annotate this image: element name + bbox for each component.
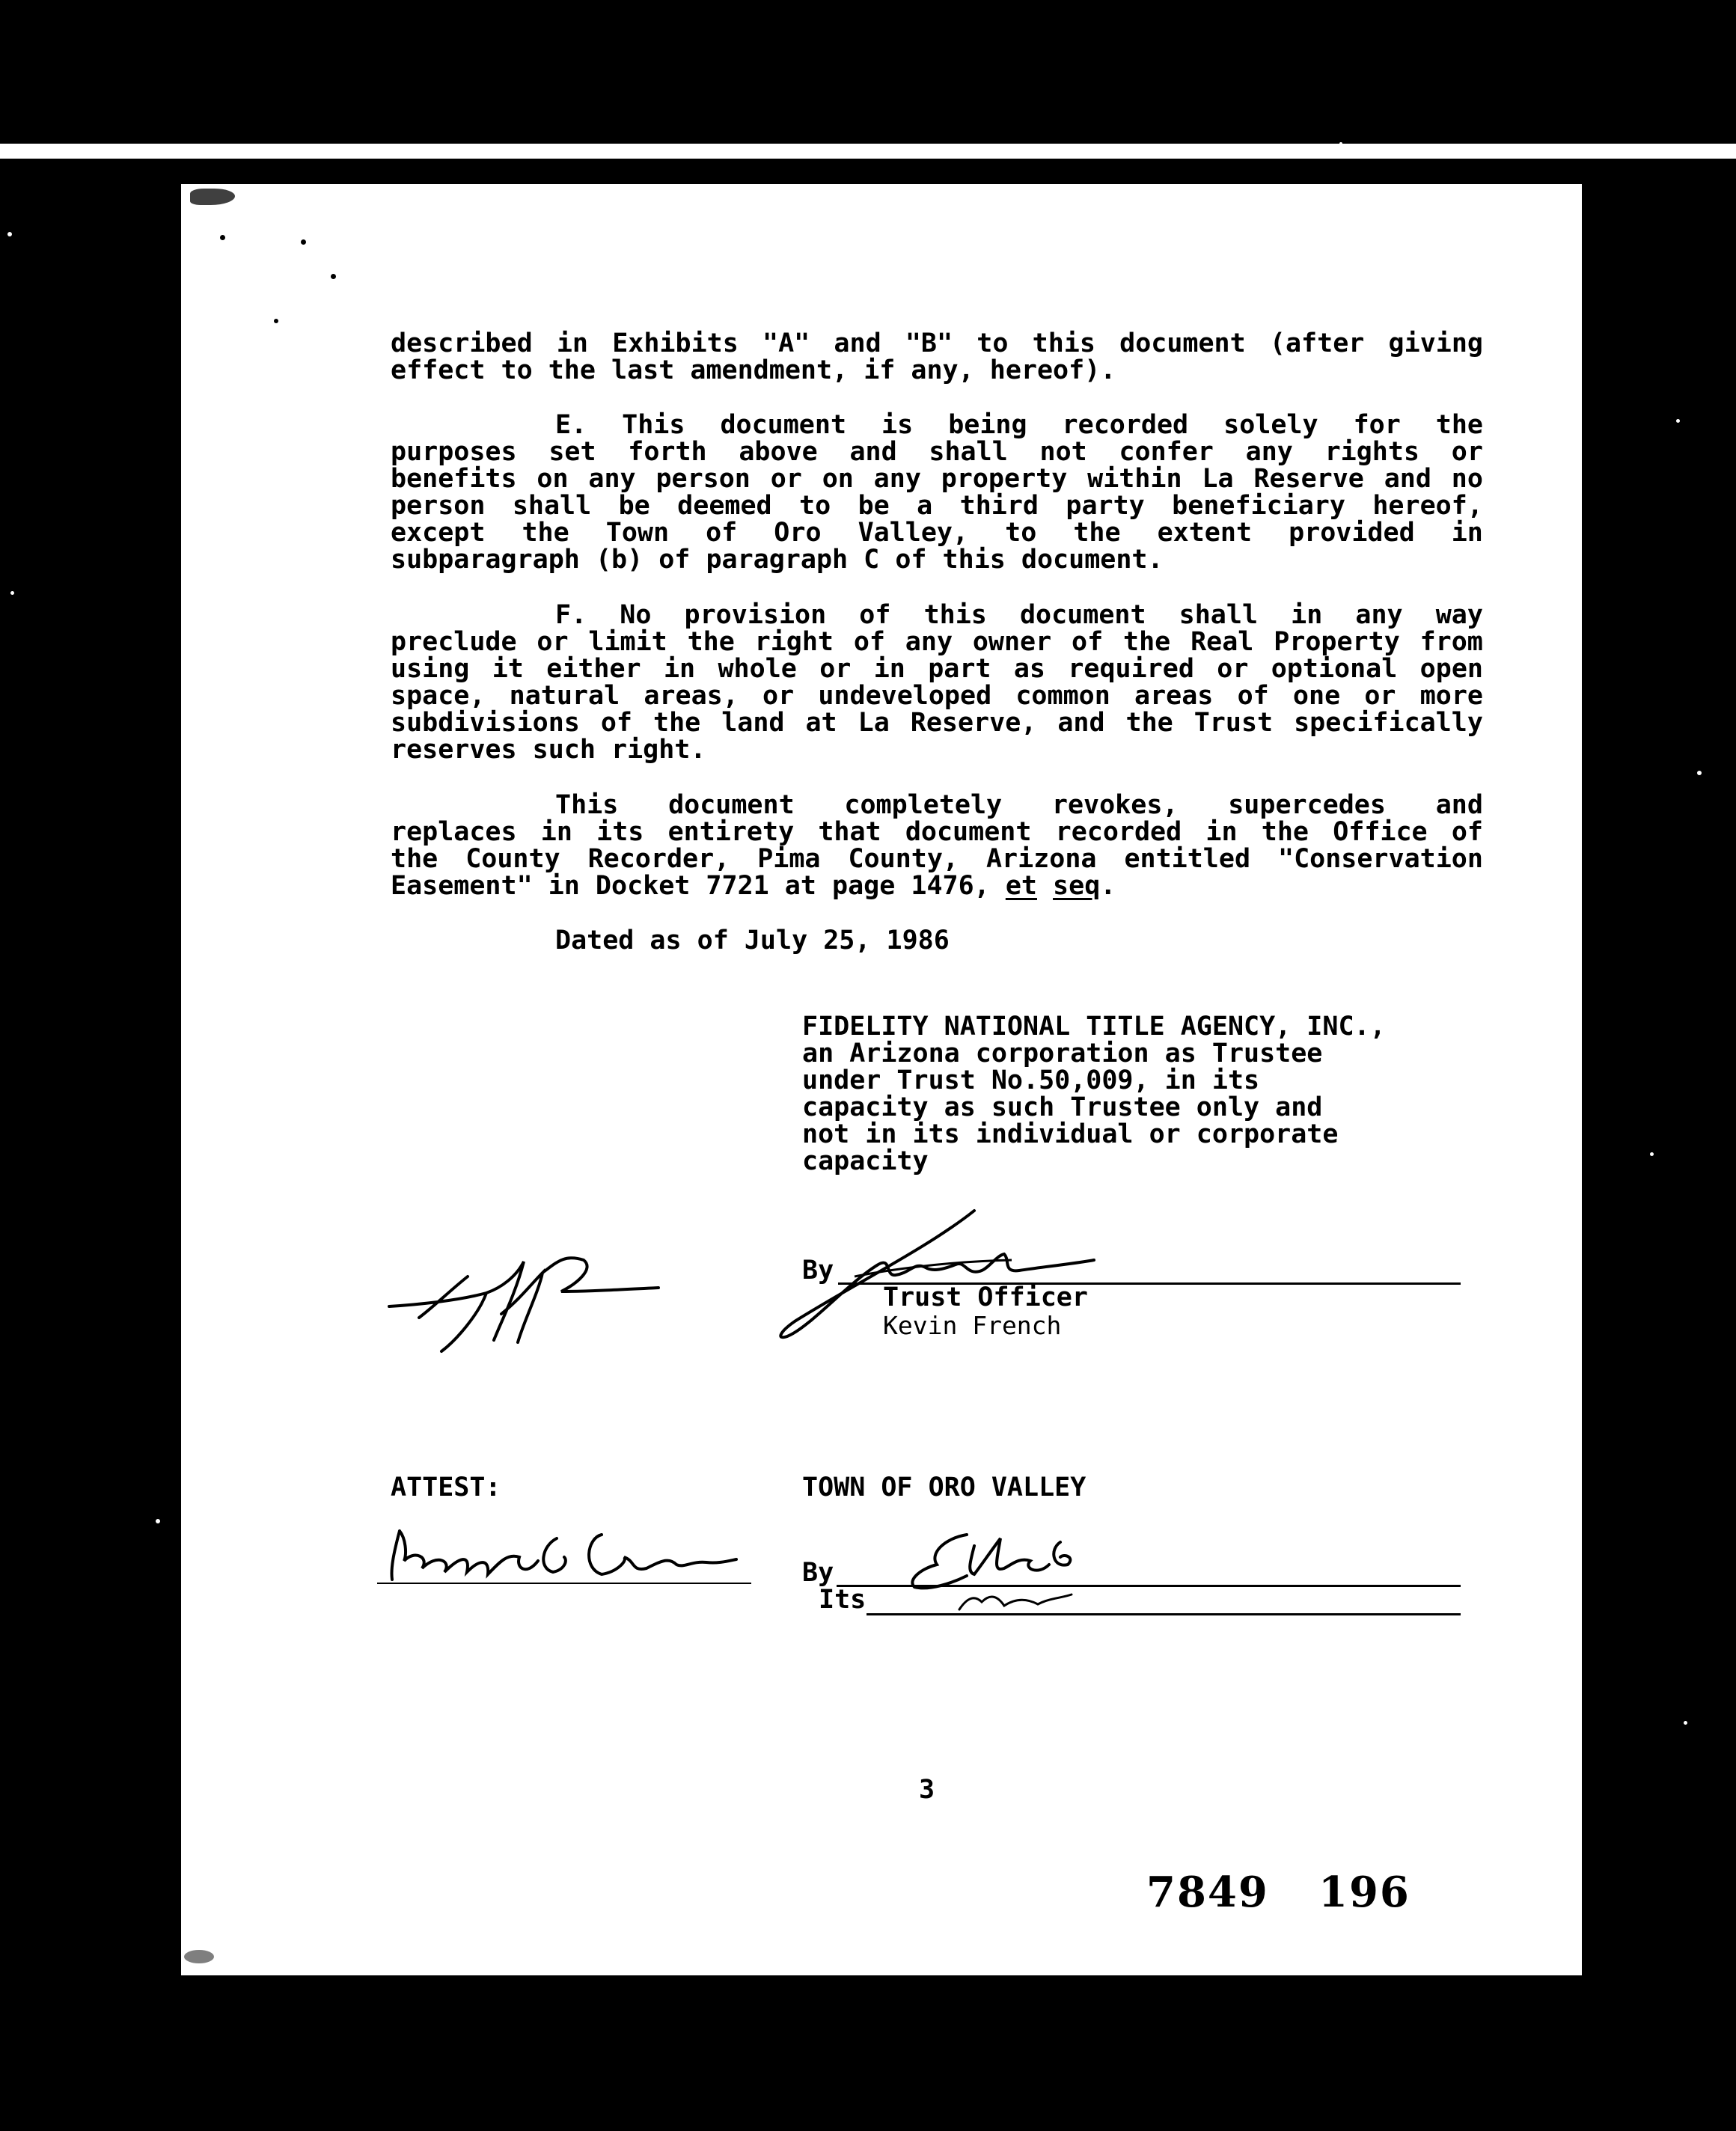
word: such <box>532 735 612 765</box>
word: any <box>873 464 921 494</box>
word: solely <box>1223 410 1318 440</box>
word: any <box>1355 600 1403 630</box>
word: described <box>391 328 533 358</box>
word: any <box>1245 437 1293 467</box>
page-number: 3 <box>919 1775 935 1805</box>
word: way <box>1435 600 1483 630</box>
trust-officer-signature <box>765 1202 1094 1344</box>
word: shall <box>512 491 592 521</box>
word: Office <box>1333 817 1428 847</box>
word: this <box>1032 328 1095 358</box>
word: last <box>611 355 691 385</box>
scan-speck <box>1339 142 1342 145</box>
word: County <box>465 844 560 874</box>
word: provision <box>684 600 827 630</box>
word: recorded <box>1062 410 1189 440</box>
word: Oro <box>774 518 822 548</box>
word: E. <box>555 410 587 440</box>
scan-speck <box>331 274 336 279</box>
word: purposes <box>391 437 517 467</box>
word: on <box>822 464 854 494</box>
trustee-line: FIDELITY NATIONAL TITLE AGENCY, INC., <box>802 1012 1386 1042</box>
scan-speck <box>1684 1721 1687 1725</box>
word: forth <box>628 437 707 467</box>
word: giving <box>1388 328 1483 358</box>
text-line <box>555 412 1483 438</box>
word: Trust <box>1194 708 1274 738</box>
word: This <box>555 790 619 820</box>
word: of <box>895 545 943 575</box>
town-its-label: Its <box>819 1585 867 1615</box>
word: revokes, <box>1051 790 1179 820</box>
word: specifically <box>1294 708 1483 738</box>
word: beneficiary <box>1172 491 1345 521</box>
word: "B" <box>905 328 953 358</box>
word: shall <box>1179 600 1259 630</box>
scan-speck <box>301 239 306 245</box>
word: at <box>805 708 837 738</box>
text-line <box>391 330 1483 357</box>
word: preclude <box>391 627 517 657</box>
word: Property <box>1274 627 1400 657</box>
word: whole <box>718 654 797 684</box>
word: This <box>622 410 685 440</box>
word: or <box>537 627 569 657</box>
text-line <box>391 819 1483 846</box>
word: in <box>540 817 572 847</box>
docket-page: 196 <box>1318 1868 1410 1917</box>
document-page <box>181 184 1582 1975</box>
word: no <box>1451 464 1483 494</box>
word: a <box>917 491 933 521</box>
text-line <box>391 519 1483 546</box>
text-line <box>391 465 1483 492</box>
word: amendment, <box>690 355 864 385</box>
word: Recorder, <box>587 844 730 874</box>
word: County, <box>848 844 959 874</box>
trust-officer-title: Trust Officer <box>883 1282 1088 1312</box>
word: owner <box>972 627 1052 657</box>
word: if <box>864 355 911 385</box>
word: areas <box>1134 681 1214 711</box>
word: completely <box>844 790 1003 820</box>
by-label: By <box>802 1256 834 1285</box>
word: hereof, <box>1372 491 1483 521</box>
word: any <box>588 464 636 494</box>
word: C <box>864 545 896 575</box>
word: document <box>1119 328 1246 358</box>
word: to <box>977 328 1009 358</box>
word: right <box>754 627 834 657</box>
word: La <box>1202 464 1234 494</box>
word: recorded <box>1055 817 1182 847</box>
word: provided <box>1289 518 1415 548</box>
word: or <box>1217 654 1249 684</box>
attest-signature-line <box>377 1583 751 1584</box>
word: document. <box>1021 545 1164 575</box>
word: or <box>1364 681 1396 711</box>
word: effect <box>391 355 501 385</box>
word: as <box>1013 654 1045 684</box>
word: Pima <box>757 844 821 874</box>
word: this <box>923 600 987 630</box>
word: replaces <box>391 817 517 847</box>
word: common <box>1015 681 1110 711</box>
word: one <box>1292 681 1341 711</box>
word: land <box>721 708 785 738</box>
word: space, <box>391 681 486 711</box>
word: that <box>818 817 881 847</box>
word: in <box>663 654 696 684</box>
scan-smudge <box>184 1950 214 1963</box>
word: (b) <box>595 545 659 575</box>
word: the <box>1261 817 1309 847</box>
word: "Conservation <box>1278 844 1483 874</box>
scan-top-band <box>0 144 1736 159</box>
word: the <box>653 708 701 738</box>
witness-signature <box>389 1247 718 1359</box>
word: hereof). <box>989 355 1116 385</box>
word: set <box>548 437 596 467</box>
word: for <box>1353 410 1401 440</box>
word: of <box>1237 681 1269 711</box>
word: the <box>1125 708 1173 738</box>
word: party <box>1066 491 1145 521</box>
word: the <box>391 844 438 874</box>
text-line <box>391 438 1483 465</box>
word: extent <box>1157 518 1253 548</box>
scan-speck <box>1676 419 1680 423</box>
word: not <box>1039 437 1087 467</box>
word: any <box>905 627 953 657</box>
word: or <box>770 464 802 494</box>
word: subparagraph <box>391 545 596 575</box>
trustee-line: an Arizona corporation as Trustee <box>802 1039 1323 1068</box>
word: this <box>942 545 1021 575</box>
scan-speck <box>274 319 278 323</box>
word: supercedes <box>1228 790 1386 820</box>
trustee-line: capacity as such Trustee only and <box>802 1092 1323 1122</box>
scan-speck <box>220 235 225 240</box>
word: or <box>1451 437 1483 467</box>
word: subdivisions <box>391 708 580 738</box>
et-underlined: et <box>1005 871 1037 901</box>
word: Arizona <box>985 844 1097 874</box>
trustee-line: capacity <box>802 1146 929 1176</box>
word: entirety <box>667 817 795 847</box>
dated-line: Dated as of July 25, 1986 <box>555 926 950 956</box>
word: open <box>1419 654 1483 684</box>
word: or <box>819 654 852 684</box>
word: paragraph <box>706 545 864 575</box>
trust-officer-name: Kevin French <box>883 1311 1062 1340</box>
word: of <box>853 627 885 657</box>
scan-smudge <box>190 189 235 205</box>
scan-speck <box>1697 771 1702 775</box>
word: being <box>948 410 1027 440</box>
word: (after <box>1269 328 1365 358</box>
word: and <box>834 328 881 358</box>
word: any, <box>911 355 990 385</box>
town-by-label: By <box>802 1558 834 1588</box>
word: person <box>655 464 751 494</box>
word: areas, <box>644 681 739 711</box>
word: the <box>1435 410 1483 440</box>
word: F. <box>555 600 587 630</box>
word: the <box>522 518 569 548</box>
word: within <box>1087 464 1182 494</box>
word: "A" <box>762 328 810 358</box>
word: third <box>959 491 1039 521</box>
word: the <box>548 355 612 385</box>
trustee-line: under Trust No.50,009, in its <box>802 1066 1260 1095</box>
word: except <box>391 518 486 548</box>
word: limit <box>588 627 667 657</box>
word: from <box>1419 627 1483 657</box>
word: confer <box>1119 437 1214 467</box>
word: or <box>762 681 795 711</box>
word: right. <box>611 735 706 765</box>
word: using <box>391 654 470 684</box>
word: and <box>1057 708 1105 738</box>
text-line: Easement" in Docket 7721 at page 1476, et seq . <box>391 871 1116 901</box>
text-line <box>391 846 1483 872</box>
text-line <box>391 546 1483 573</box>
word: required <box>1068 654 1194 684</box>
scan-speck <box>7 232 12 236</box>
word: part <box>928 654 991 684</box>
word: entitled <box>1124 844 1251 874</box>
text-line <box>391 357 1483 384</box>
word: benefits <box>391 464 517 494</box>
word: in <box>556 328 589 358</box>
scan-speck <box>10 591 14 595</box>
word: in <box>1291 600 1323 630</box>
word: Reserve, <box>910 708 1037 738</box>
word: and <box>1384 464 1431 494</box>
word: more <box>1419 681 1483 711</box>
text-line <box>555 792 1483 819</box>
word: on <box>537 464 569 494</box>
word: the <box>687 627 735 657</box>
word: of <box>658 545 706 575</box>
word: be <box>618 491 650 521</box>
word: in <box>873 654 905 684</box>
word: undeveloped <box>818 681 992 711</box>
word: document <box>905 817 1032 847</box>
text-line <box>391 492 1483 519</box>
word: Town <box>605 518 670 548</box>
word: Valley, <box>858 518 969 548</box>
word: of <box>1451 817 1483 847</box>
word: to <box>1005 518 1037 548</box>
word: either <box>546 654 641 684</box>
text-line <box>391 736 1483 763</box>
word: it <box>492 654 524 684</box>
trustee-line: not in its individual or corporate <box>802 1119 1339 1149</box>
word: of <box>859 600 891 630</box>
word: is <box>881 410 914 440</box>
docket-number: 7849 <box>1146 1868 1269 1917</box>
seq-underlined: seq <box>1053 871 1101 901</box>
word: of <box>1072 627 1104 657</box>
word: above <box>739 437 818 467</box>
scan-speck <box>156 1519 160 1523</box>
word: property <box>941 464 1068 494</box>
word: document <box>1019 600 1146 630</box>
word: shall <box>929 437 1008 467</box>
word: No <box>620 600 652 630</box>
word: Real <box>1191 627 1254 657</box>
word: rights <box>1324 437 1420 467</box>
word: reserves <box>391 735 533 765</box>
word: Reserve <box>1253 464 1364 494</box>
word: of <box>706 518 738 548</box>
text-line <box>555 602 1483 629</box>
word: and <box>1435 790 1483 820</box>
word: person <box>391 491 486 521</box>
text-line <box>391 709 1483 736</box>
text-line <box>391 629 1483 655</box>
word: and <box>849 437 897 467</box>
word: La <box>858 708 890 738</box>
revoke-last-line-text: Easement" in Docket 7721 at page 1476, <box>391 871 1006 901</box>
word: the <box>1073 518 1121 548</box>
word: of <box>600 708 633 738</box>
word: in <box>1451 518 1483 548</box>
word: document <box>668 790 795 820</box>
word: its <box>596 817 644 847</box>
word: in <box>1205 817 1238 847</box>
town-label: TOWN OF ORO VALLEY <box>802 1473 1086 1502</box>
scan-speck <box>1650 1152 1654 1156</box>
word: document <box>720 410 847 440</box>
text-line <box>391 655 1483 682</box>
attest-signature <box>377 1516 766 1591</box>
word: natural <box>509 681 620 711</box>
word: deemed <box>677 491 772 521</box>
word: to <box>501 355 548 385</box>
word: to <box>799 491 831 521</box>
mayor-signature <box>899 1523 1124 1628</box>
word: the <box>1123 627 1171 657</box>
attest-label: ATTEST: <box>391 1473 501 1502</box>
text-line <box>391 682 1483 709</box>
word: Exhibits <box>612 328 739 358</box>
word: optional <box>1271 654 1398 684</box>
word: be <box>858 491 890 521</box>
